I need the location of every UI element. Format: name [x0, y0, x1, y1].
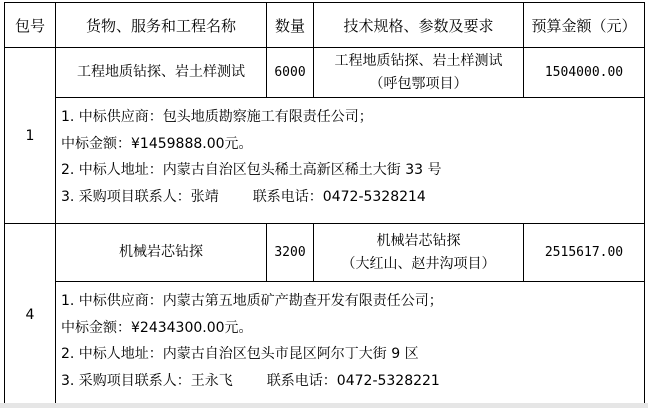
header-quantity: 数量	[267, 3, 314, 48]
header-budget: 预算金额（元）	[524, 3, 645, 48]
spec-line: （呼包鄂项目）	[369, 75, 468, 92]
page-bottom-edge	[0, 403, 648, 408]
package-row	[5, 48, 645, 98]
item-budget: 1504000.00	[524, 48, 645, 98]
package-number: 4	[5, 224, 56, 406]
award-notes	[56, 98, 645, 224]
item-quantity: 3200	[267, 224, 314, 282]
award-notes-row	[5, 282, 645, 406]
contact-person: 3. 采购项目联系人：王永飞	[61, 372, 233, 389]
header-package-no: 包号	[5, 3, 56, 48]
item-budget: 2515617.00	[524, 224, 645, 282]
winner-address: 2. 中标人地址：内蒙古自治区包头稀土高新区稀土大街 33 号	[61, 162, 442, 178]
contact-person: 3. 采购项目联系人：张靖	[61, 188, 219, 205]
item-spec	[314, 224, 524, 282]
award-notes-row	[5, 98, 645, 224]
winning-amount: 中标金额：¥2434300.00元。	[61, 319, 253, 336]
winning-supplier: 1. 中标供应商：内蒙古第五地质矿产勘查开发有限责任公司；	[61, 293, 443, 309]
contact-line	[61, 368, 644, 395]
header-row	[5, 3, 645, 48]
spec-line: （大红山、赵井沟项目）	[341, 255, 496, 272]
winning-amount: 中标金额：¥1459888.00元。	[61, 135, 253, 152]
winner-address: 2. 中标人地址：内蒙古自治区包头市昆区阿尔丁大街 9 区	[61, 346, 419, 362]
winning-supplier: 1. 中标供应商：包头地质勘察施工有限责任公司；	[61, 109, 373, 125]
item-spec	[314, 48, 524, 98]
item-name: 工程地质钻探、岩土样测试	[56, 48, 267, 98]
package-number: 1	[5, 48, 56, 224]
spec-line: 工程地质钻探、岩土样测试	[334, 52, 503, 69]
header-spec: 技术规格、参数及要求	[314, 3, 524, 48]
contact-phone: 联系电话：0472-5328221	[266, 372, 440, 389]
award-table	[4, 2, 645, 406]
contact-phone: 联系电话：0472-5328214	[252, 188, 426, 205]
contact-line	[61, 184, 644, 211]
item-quantity: 6000	[267, 48, 314, 98]
header-name: 货物、服务和工程名称	[56, 3, 267, 48]
item-name: 机械岩芯钻探	[56, 224, 267, 282]
spec-line: 机械岩芯钻探	[376, 232, 461, 249]
package-row	[5, 224, 645, 282]
award-notes	[56, 282, 645, 406]
